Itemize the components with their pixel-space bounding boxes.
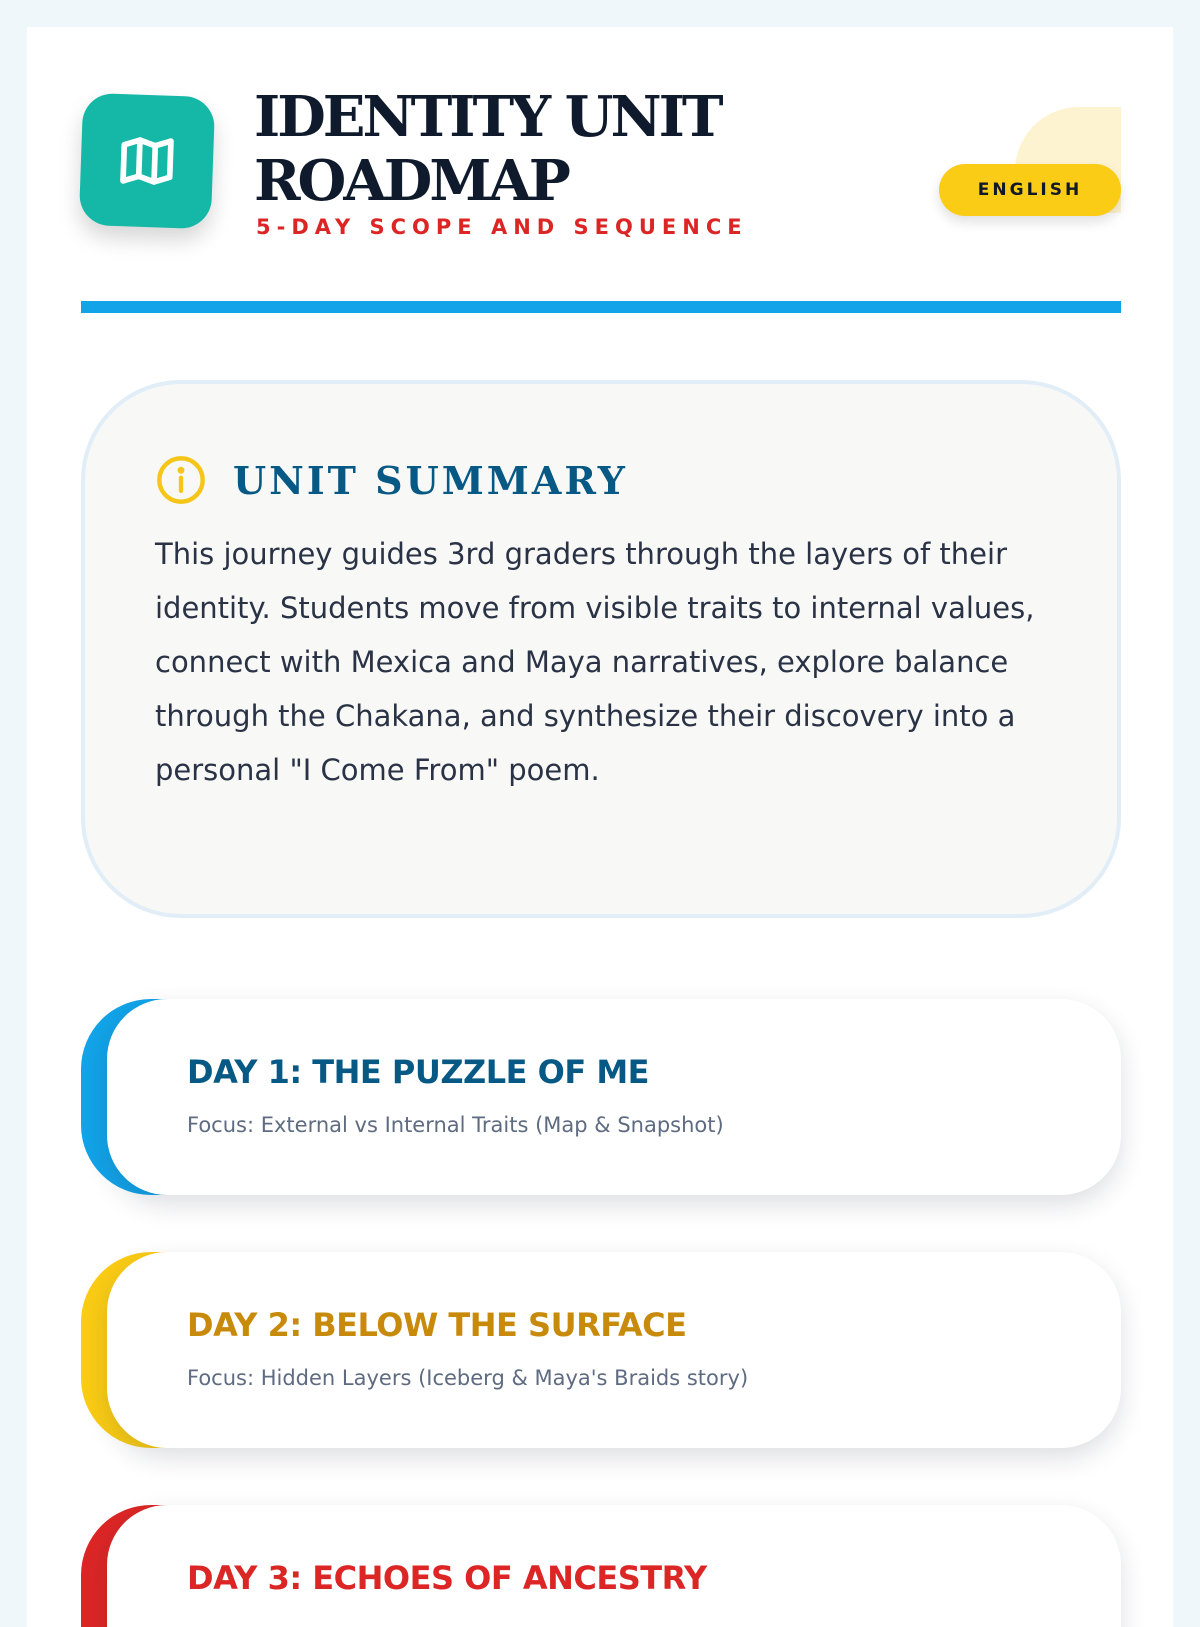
summary-title: UNIT SUMMARY xyxy=(233,457,628,503)
summary-text: This journey guides 3rd graders through the layers of their identity. Students move from visible traits to internal values, connect with Mexica and Maya narratives, explore balance through the Chakana, and synthesize their discovery into a personal "I Come From" poem. xyxy=(155,537,1035,787)
page-subtitle: 5-DAY SCOPE AND SEQUENCE xyxy=(256,215,748,239)
day-card-1[interactable] xyxy=(81,999,1121,1195)
page-title xyxy=(254,85,721,213)
day-panel xyxy=(107,999,1121,1195)
logo-tile xyxy=(79,93,216,230)
title-line-2: ROADMAP xyxy=(254,148,568,214)
day-card-2[interactable] xyxy=(81,1252,1121,1448)
day-title: DAY 2: BELOW THE SURFACE xyxy=(187,1306,687,1344)
day-focus: Focus: External vs Internal Traits (Map & Snapshot) xyxy=(187,1113,724,1137)
page xyxy=(27,27,1173,1627)
info-icon xyxy=(155,454,207,506)
day-title: DAY 3: ECHOES OF ANCESTRY xyxy=(187,1559,707,1597)
day-panel xyxy=(107,1252,1121,1448)
day-panel xyxy=(107,1505,1121,1627)
summary-heading xyxy=(155,452,628,508)
title-line-1: IDENTITY UNIT xyxy=(254,84,721,150)
day-card-3[interactable] xyxy=(81,1505,1121,1627)
day-focus: Focus: Hidden Layers (Iceberg & Maya's Braids story) xyxy=(187,1366,749,1390)
map-icon xyxy=(115,129,179,193)
language-toggle-button[interactable]: ENGLISH xyxy=(939,164,1121,216)
header-divider xyxy=(81,301,1121,313)
day-title: DAY 1: THE PUZZLE OF ME xyxy=(187,1053,650,1091)
unit-summary-card xyxy=(81,380,1121,918)
header xyxy=(81,79,1121,279)
